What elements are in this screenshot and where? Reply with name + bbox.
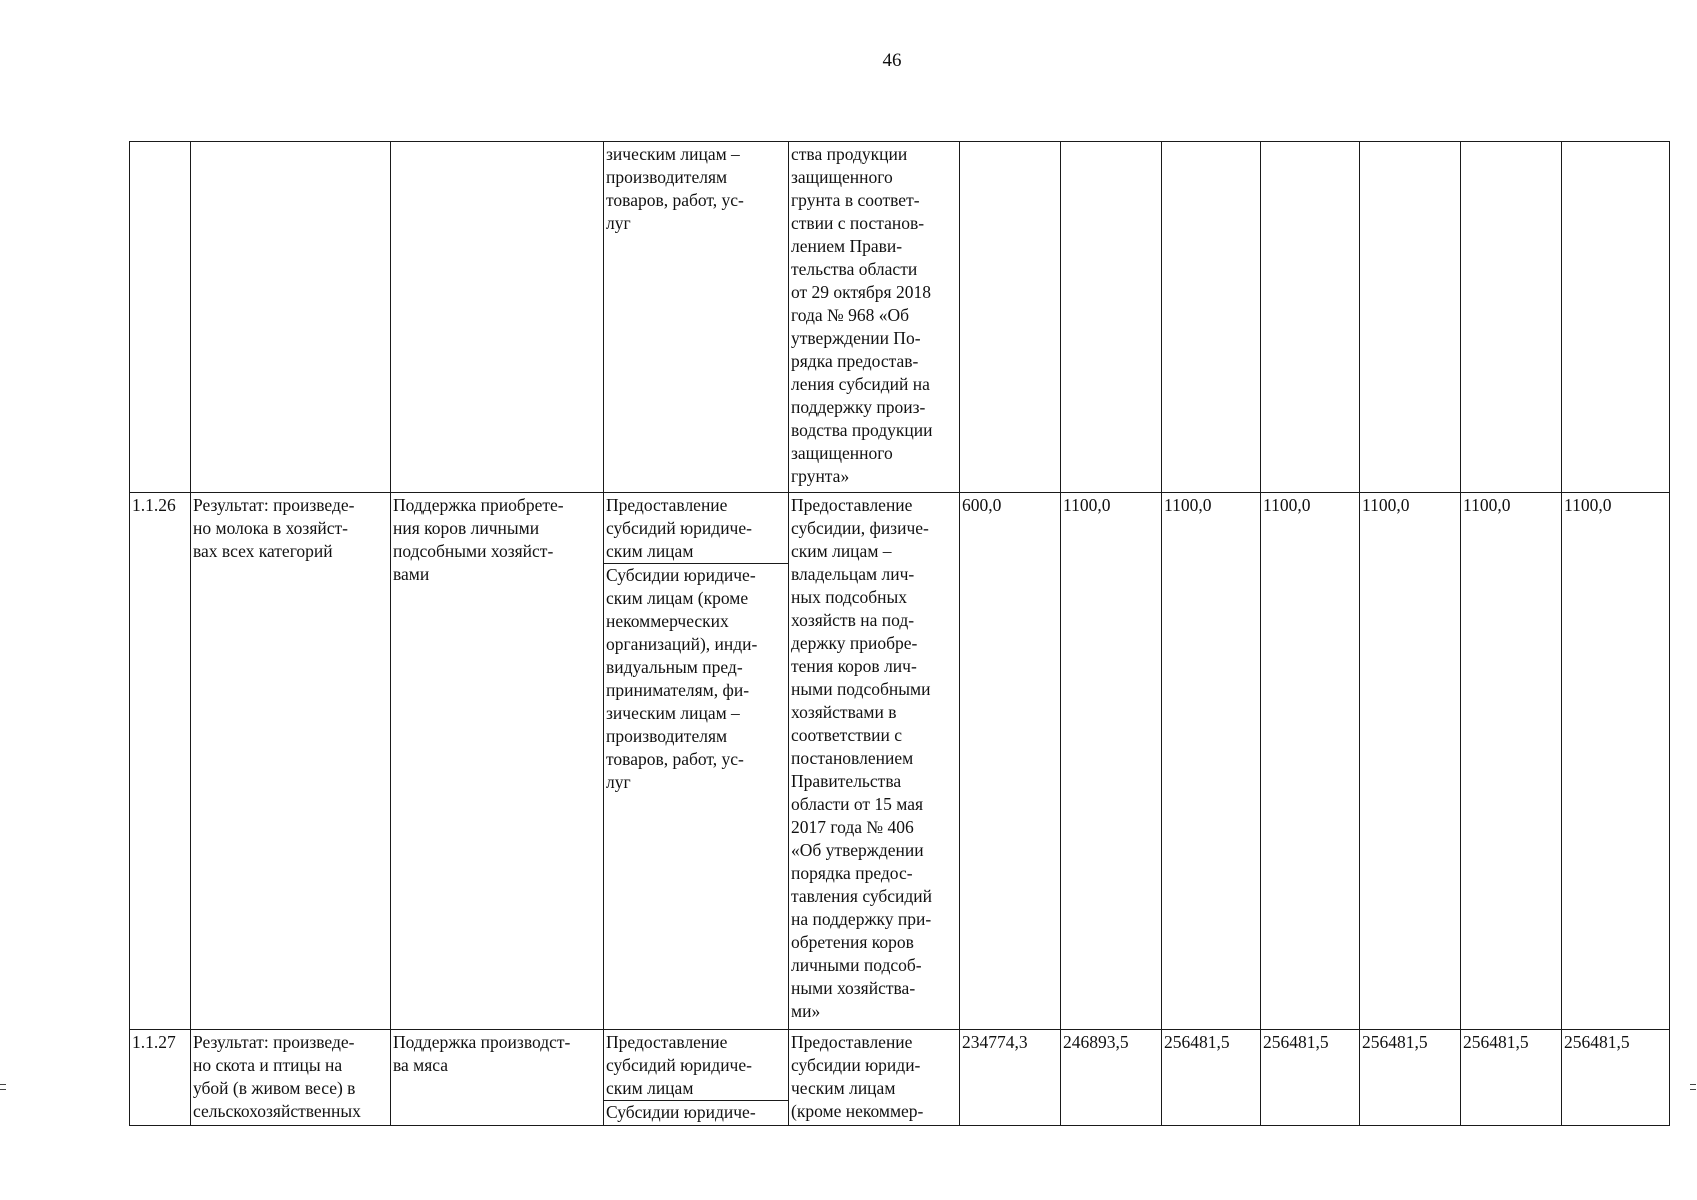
text-line: постановлением [791,748,914,768]
mechanism-bottom-block [604,563,788,794]
cell-basis [789,1030,960,1126]
cell-value [1562,142,1670,493]
row-number: 1.1.27 [132,1032,176,1052]
text-line: водства продукции [791,420,933,440]
cell-event [391,1030,604,1126]
cell-mechanism [604,1030,789,1126]
text-line: луг [606,213,631,233]
text-line: тельства области [791,259,918,279]
text-line: ными подсобными [791,679,931,699]
table-row [130,142,1670,493]
value-text: 1100,0 [1463,495,1511,515]
text-line: Предоставление [606,495,728,515]
basis-block [791,494,956,1023]
text-line: Предоставление [791,495,913,515]
text-line: ства продукции [791,144,908,164]
basis-block [791,143,956,488]
text-line: товаров, работ, ус- [606,749,744,769]
cell-value [1562,1030,1670,1126]
text-line: ления субсидий на [791,374,930,394]
cell-id [130,493,191,1030]
text-line: производителям [606,726,728,746]
text-line: субсидии юриди- [791,1055,921,1075]
text-line: 2017 года № 406 [791,817,914,837]
scan-mark-right [1690,1084,1696,1090]
value-text: 256481,5 [1362,1032,1428,1052]
value-text: 256481,5 [1463,1032,1529,1052]
text-line: ва мяса [393,1055,449,1075]
text-line: но скота и птицы на [193,1055,343,1075]
text-line: Предоставление [606,1032,728,1052]
text-line: субсидий юридиче- [606,1055,752,1075]
cell-mechanism [604,142,789,493]
text-line: рядка предостав- [791,351,919,371]
text-line: ных подсобных [791,587,908,607]
cell-value [1162,1030,1261,1126]
text-line: грунта в соответ- [791,190,920,210]
text-line: личными подсоб- [791,955,922,975]
text-line: Результат: произведе- [193,495,355,515]
row-number: 1.1.26 [132,495,176,515]
cell-value [1562,493,1670,1030]
cell-value [1461,142,1562,493]
cell-id [130,142,191,493]
cell-event [391,493,604,1030]
text-line: области от 15 мая [791,794,924,814]
text-line: (кроме некоммер- [791,1101,924,1121]
text-line: ствии с постанов- [791,213,925,233]
text-line: «Об утверждении [791,840,924,860]
cell-result [191,493,391,1030]
cell-value [1162,493,1261,1030]
table-body [130,142,1670,1126]
text-line: ными хозяйства- [791,978,916,998]
cell-basis [789,493,960,1030]
text-line: от 29 октября 2018 [791,282,931,302]
text-line: Субсидии юридиче- [606,1102,756,1122]
cell-value [960,1030,1061,1126]
cell-result [191,1030,391,1126]
value-text: 1100,0 [1362,495,1410,515]
text-line: ским лицам [606,541,694,561]
text-line: Результат: произведе- [193,1032,355,1052]
text-line: ским лицам [606,1078,694,1098]
value-text: 234774,3 [962,1032,1028,1052]
text-line: Поддержка производст- [393,1032,571,1052]
page-number: 46 [882,50,902,71]
text-line: организаций), инди- [606,634,758,654]
text-line: принимателям, фи- [606,680,750,700]
value-text: 600,0 [962,495,1002,515]
value-text: 1100,0 [1164,495,1212,515]
text-line: вами [393,564,430,584]
result-block [193,494,387,563]
cell-value [1261,1030,1360,1126]
event-block [393,1031,600,1077]
text-line: лением Прави- [791,236,903,256]
value-text: 246893,5 [1063,1032,1129,1052]
text-line: тавления субсидий [791,886,933,906]
cell-value [1061,142,1162,493]
text-line: зическим лицам – [606,144,740,164]
mechanism-bottom-block [604,1100,788,1124]
cell-value [1162,142,1261,493]
text-line: товаров, работ, ус- [606,190,744,210]
text-line: Субсидии юридиче- [606,565,756,585]
text-line: владельцам лич- [791,564,915,584]
cell-value [1360,493,1461,1030]
text-line: ческим лицам [791,1078,896,1098]
text-line: ми» [791,1001,821,1021]
cell-value [1461,493,1562,1030]
text-line: но молока в хозяйст- [193,518,348,538]
cell-value [1261,142,1360,493]
text-line: Поддержка приобрете- [393,495,564,515]
cell-event [391,142,604,493]
text-line: тения коров лич- [791,656,917,676]
text-line: убой (в живом весе) в [193,1078,356,1098]
cell-value [960,142,1061,493]
value-text: 1100,0 [1063,495,1111,515]
text-line: защищенного [791,167,893,187]
cell-value [1261,493,1360,1030]
cell-id [130,1030,191,1126]
table-row [130,1030,1670,1126]
cell-value [1360,142,1461,493]
text-line: зическим лицам – [606,703,740,723]
text-line: ским лицам (кроме [606,588,749,608]
mechanism-top-block [606,494,785,563]
mechanism-top-block [606,1031,785,1100]
text-line: обретения коров [791,932,914,952]
text-line: Правительства [791,771,902,791]
cell-result [191,142,391,493]
text-line: года № 968 «Об [791,305,910,325]
text-line: подсобными хозяйст- [393,541,554,561]
table-row [130,493,1670,1030]
program-table [129,141,1670,1126]
cell-value [1061,493,1162,1030]
event-block [393,494,600,586]
text-line: субсидии, физиче- [791,518,929,538]
cell-value [1360,1030,1461,1126]
value-text: 1100,0 [1263,495,1311,515]
text-line: хозяйств на под- [791,610,915,630]
cell-basis [789,142,960,493]
text-line: порядка предос- [791,863,913,883]
text-line: сельскохозяйственных [193,1101,361,1121]
text-line: поддержку произ- [791,397,926,417]
value-text: 256481,5 [1564,1032,1630,1052]
text-line: луг [606,772,631,792]
text-line: держку приобре- [791,633,918,653]
text-line: субсидий юридиче- [606,518,752,538]
text-line: грунта» [791,466,850,486]
text-line: защищенного [791,443,893,463]
basis-block [791,1031,956,1123]
mechanism-top-block [606,143,785,235]
cell-value [1061,1030,1162,1126]
cell-mechanism [604,493,789,1030]
value-text: 1100,0 [1564,495,1612,515]
text-line: ским лицам – [791,541,892,561]
cell-value [960,493,1061,1030]
value-text: 256481,5 [1263,1032,1329,1052]
text-line: утверждении По- [791,328,921,348]
text-line: соответствии с [791,725,903,745]
text-line: на поддержку при- [791,909,932,929]
text-line: хозяйствами в [791,702,897,722]
text-line: вах всех категорий [193,541,333,561]
text-line: некоммерческих [606,611,729,631]
text-line: ния коров личными [393,518,540,538]
scan-mark-left [0,1084,6,1090]
value-text: 256481,5 [1164,1032,1230,1052]
result-block [193,1031,387,1123]
text-line: Предоставление [791,1032,913,1052]
text-line: производителям [606,167,728,187]
text-line: видуальным пред- [606,657,743,677]
cell-value [1461,1030,1562,1126]
